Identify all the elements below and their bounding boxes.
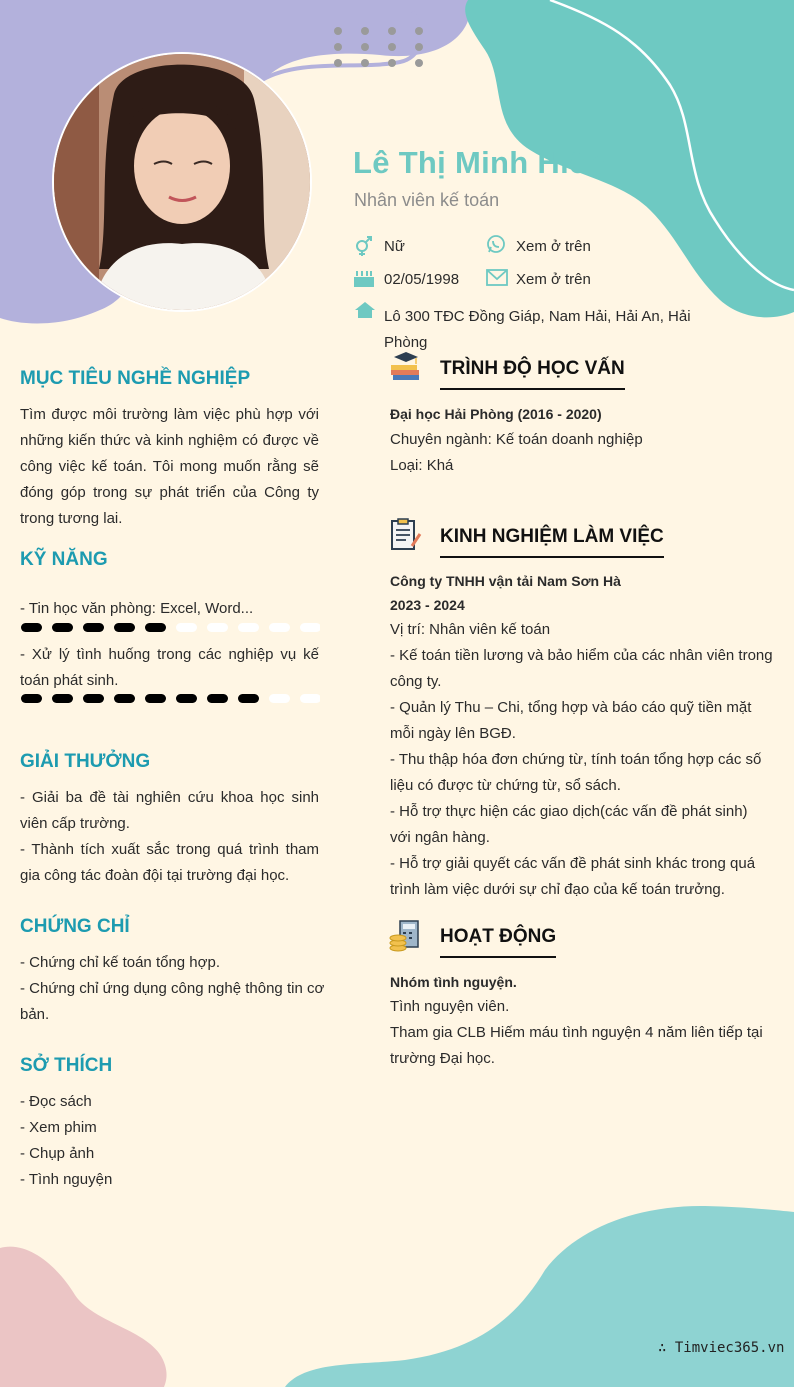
skill-level-bar	[20, 620, 320, 636]
skill-dot-filled	[238, 694, 259, 703]
awards-heading: GIẢI THƯỞNG	[20, 751, 151, 772]
home-icon	[354, 301, 376, 319]
skill-dot-filled	[21, 623, 42, 632]
hobby-item: - Tình nguyện	[20, 1171, 113, 1188]
objective-heading: MỤC TIÊU NGHỀ NGHIỆP	[20, 368, 251, 389]
experience-line: mỗi ngày lên BGĐ.	[390, 725, 516, 742]
skill-dot-filled	[145, 694, 166, 703]
experience-line: trình làm việc dưới sự chỉ đạo của kế toán trưởng.	[390, 881, 725, 898]
job-title: Nhân viên kế toán	[354, 190, 500, 210]
hobby-item: - Đọc sách	[20, 1093, 92, 1110]
skill-dot-filled	[114, 623, 135, 632]
whatsapp-icon	[486, 234, 506, 254]
mail-icon	[486, 269, 508, 287]
skill-dot-filled	[176, 694, 197, 703]
skill-label: - Tin học văn phòng: Excel, Word...	[20, 600, 254, 617]
experience-company: Công ty TNHH vận tải Nam Sơn Hà	[390, 573, 621, 589]
experience-line: công ty.	[390, 673, 442, 690]
skill-dot-empty	[269, 694, 290, 703]
dob-value: 02/05/1998	[384, 271, 460, 288]
skill-dot-filled	[83, 694, 104, 703]
skill-dot-empty	[300, 694, 320, 703]
clipboard-icon	[388, 518, 422, 552]
hobbies-text	[20, 1089, 319, 1193]
activities-heading: HOẠT ĐỘNG	[440, 926, 556, 958]
certificate-line: - Chứng chỉ kế toán tổng hợp.	[20, 954, 220, 971]
skill-dot-filled	[52, 623, 73, 632]
activities-line: Tình nguyện viên.	[390, 998, 510, 1015]
experience-line: - Hỗ trợ thực hiện các giao dịch(các vấn đề phát sinh)	[390, 803, 748, 820]
award-line: - Giải ba đề tài nghiên cứu khoa học sinh	[20, 789, 319, 806]
skill-level-bar	[20, 691, 320, 707]
gender-value: Nữ	[384, 238, 405, 255]
skill-item	[20, 642, 319, 694]
hobby-item: - Xem phim	[20, 1119, 97, 1136]
skill-dot-empty	[238, 623, 259, 632]
objective-line: công việc kế toán. Tôi mong muốn rằng sẽ	[20, 458, 319, 475]
skill-dot-filled	[83, 623, 104, 632]
award-line: viên cấp trường.	[20, 815, 130, 832]
objective-line: đóng góp trong sự phát triển của Công ty	[20, 484, 319, 501]
experience-line: Vị trí: Nhân viên kế toán	[390, 621, 551, 638]
activities-line: trường Đại học.	[390, 1050, 495, 1067]
skill-label: - Xử lý tình huống trong các nghiệp vụ kế	[20, 646, 319, 663]
objective-text	[20, 402, 319, 532]
address-line: Phòng	[384, 334, 428, 351]
skill-label: toán phát sinh.	[20, 672, 119, 689]
candidate-name: Lê Thị Minh Hiền	[353, 145, 606, 180]
skill-dot-filled	[145, 623, 166, 632]
dots-decoration	[330, 25, 430, 70]
experience-period: 2023 - 2024	[390, 597, 465, 613]
education-school: Đại học Hải Phòng (2016 - 2020)	[390, 406, 602, 422]
skill-dot-filled	[207, 694, 228, 703]
certificate-line: - Chứng chỉ ứng dụng công nghệ thông tin cơ	[20, 980, 325, 997]
skill-item	[20, 596, 319, 622]
education-body	[390, 401, 770, 479]
coins-icon	[388, 918, 422, 952]
address-line: Lô 300 TĐC Đồng Giáp, Nam Hải, Hải An, Hải	[384, 308, 691, 325]
teal-bottom-blob-decoration	[285, 1200, 794, 1387]
activities-line: Tham gia CLB Hiếm máu tình nguyện 4 năm liên tiếp tại	[390, 1024, 763, 1041]
activities-body	[390, 970, 770, 1072]
profile-photo	[52, 52, 312, 312]
skill-dot-filled	[114, 694, 135, 703]
skills-heading: KỸ NĂNG	[20, 549, 108, 570]
activities-group: Nhóm tình nguyện.	[390, 974, 517, 990]
skill-dot-empty	[176, 623, 197, 632]
certificates-text	[20, 950, 325, 1028]
objective-line: những kiến thức và kinh nghiệm có được về	[20, 432, 319, 449]
certificates-heading: CHỨNG CHỈ	[20, 916, 130, 937]
award-line: - Thành tích xuất sắc trong quá trình tham	[20, 841, 319, 858]
email-value: Xem ở trên	[516, 271, 591, 288]
experience-line: - Hỗ trợ giải quyết các vấn đề phát sinh khác trong quá	[390, 855, 756, 872]
objective-line: Tìm được môi trường làm việc phù hợp với	[20, 406, 319, 423]
experience-line: - Thu thập hóa đơn chứng từ, tính toán tổng hợp các số	[390, 751, 762, 768]
experience-line: liệu có được từ chứng từ, sổ sách.	[390, 777, 621, 794]
experience-line: với ngân hàng.	[390, 829, 490, 846]
awards-text	[20, 785, 319, 889]
experience-line: - Quản lý Thu – Chi, tổng hợp và báo cáo quỹ tiền mặt	[390, 699, 752, 716]
experience-body	[390, 569, 773, 903]
phone-value: Xem ở trên	[516, 238, 591, 255]
education-grade: Loại: Khá	[390, 457, 454, 474]
hobbies-heading: SỞ THÍCH	[20, 1055, 113, 1076]
skill-dot-filled	[52, 694, 73, 703]
address-value	[384, 304, 691, 356]
cake-icon	[353, 268, 375, 288]
award-line: gia công tác đoàn đội tại trường đại học.	[20, 867, 290, 884]
education-major: Chuyên ngành: Kế toán doanh nghiệp	[390, 431, 643, 448]
experience-line: - Kế toán tiền lương và bảo hiểm của các nhân viên trong	[390, 647, 773, 664]
pink-blob-decoration	[0, 1240, 180, 1387]
education-heading: TRÌNH ĐỘ HỌC VẤN	[440, 358, 625, 390]
skill-dot-empty	[269, 623, 290, 632]
certificate-line: bản.	[20, 1006, 50, 1023]
gender-icon	[354, 236, 374, 256]
hobby-item: - Chụp ảnh	[20, 1145, 95, 1162]
experience-heading: KINH NGHIỆM LÀM VIỆC	[440, 526, 664, 558]
skill-dot-filled	[21, 694, 42, 703]
skill-dot-empty	[300, 623, 320, 632]
books-icon	[388, 350, 422, 384]
footer-brand: ∴ Timviec365.vn	[658, 1340, 785, 1356]
skill-dot-empty	[207, 623, 228, 632]
objective-line: trong tương lai.	[20, 510, 123, 527]
